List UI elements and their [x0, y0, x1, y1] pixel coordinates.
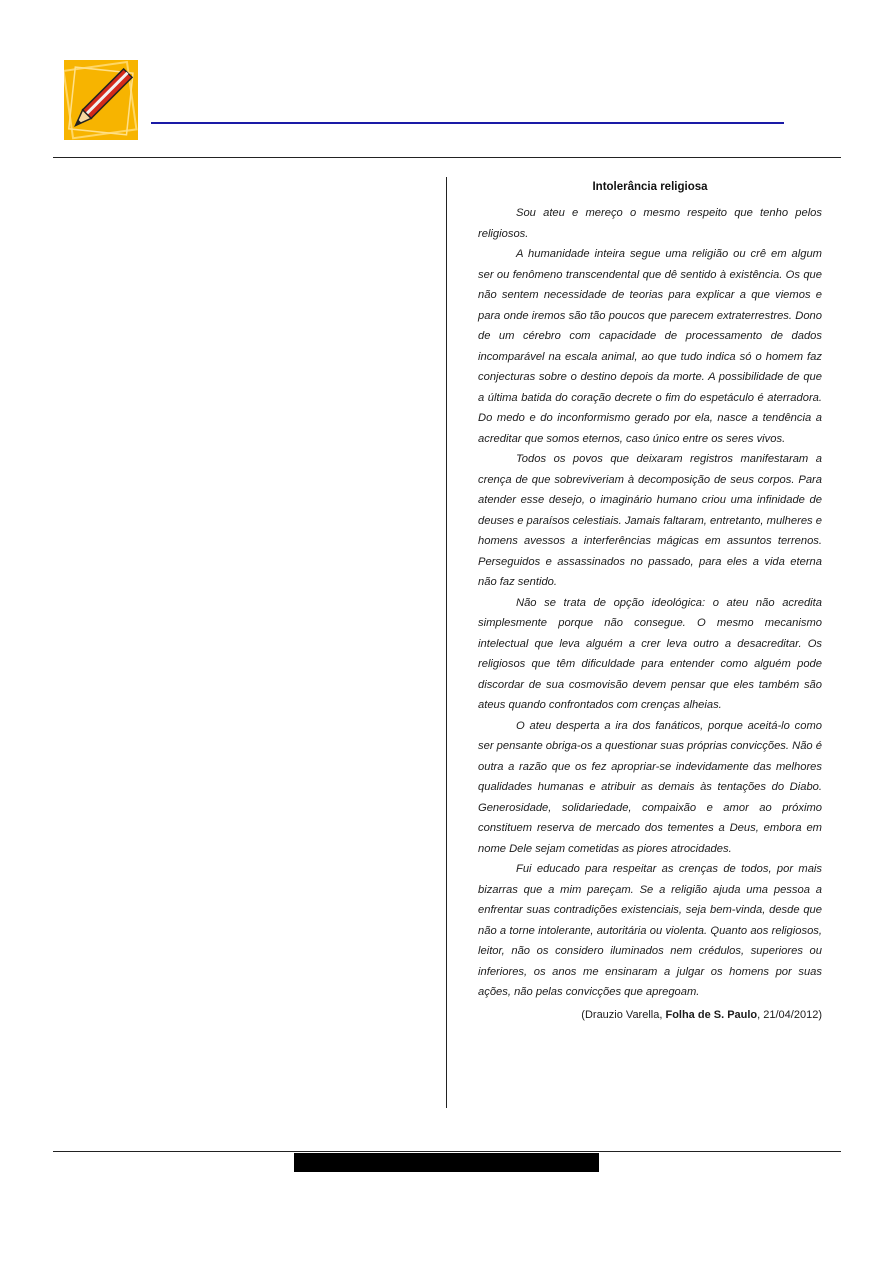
header-divider — [53, 157, 841, 158]
source-publication: Folha de S. Paulo — [665, 1008, 758, 1021]
article-paragraph: Sou ateu e mereço o mesmo respeito que tenho pelos religiosos. — [478, 207, 822, 240]
article-title: Intolerância religiosa — [592, 181, 708, 193]
article — [478, 180, 822, 1023]
header-blue-rule — [151, 122, 784, 124]
article-paragraph: Todos os povos que deixaram registros manifestaram a crença de que sobreviveriam à decomposição de seus corpos. Para atender esse desejo, o imaginário humano criou uma infinidade de deuses e paraísos celestiais. Jamais faltaram, entretanto, mulheres e homens avessos a interferências mágicas em assuntos terrenos. Perseguidos e assassinados no passado, para eles a vida eterna não faz sentido. — [478, 453, 822, 588]
source-date: , 21/04/2012) — [757, 1008, 822, 1021]
pencil-notepad-logo-icon — [64, 60, 138, 140]
source-author: (Drauzio Varella, — [581, 1008, 666, 1021]
footer-black-bar — [294, 1153, 599, 1172]
article-source — [478, 1007, 822, 1023]
footer-divider — [53, 1151, 841, 1152]
article-paragraph: Não se trata de opção ideológica: o ateu não acredita simplesmente porque não consegue. O mesmo mecanismo intelectual que leva alguém a crer leva outro a desacreditar. Os religiosos que têm dificuldade para entender como alguém pode discordar de sua cosmovisão devem pensar que eles também são ateus quando confrontados com crenças alheias. — [478, 596, 822, 711]
article-paragraph: A humanidade inteira segue uma religião ou crê em algum ser ou fenômeno transcendental que dê sentido à existência. Os que não sentem necessidade de teorias para explicar a que viemos e para onde iremos são tão poucos que parecem extraterrestres. Dono de um cérebro com capacidade de processamento de dados incomparável na escala animal, ao que tudo indica só o homem faz conjecturas sobre o destino depois da morte. A possibilidade de que a última batida do coração decrete o fim do espetáculo é aterradora. Do medo e do inconformismo gerado por ela, nasce a tendência a acreditar que somos eternos, caso único entre os seres vivos. — [478, 248, 822, 445]
column-divider — [446, 177, 447, 1108]
article-paragraph: O ateu desperta a ira dos fanáticos, porque aceitá-lo como ser pensante obriga-os a questionar suas próprias convicções. Não é outra a razão que os fez apropriar-se indevidamente das melhores qualidades humanas e atribuir as demais às tentações do Diabo. Generosidade, solidariedade, compaixão e amor ao próximo constituem reserva de mercado dos tementes a Deus, embora em nome Dele sejam cometidas as piores atrocidades. — [478, 719, 822, 855]
article-paragraph: Fui educado para respeitar as crenças de todos, por mais bizarras que a mim pareçam. Se a religião ajuda uma pessoa a enfrentar suas contradições existenciais, seja bem-vinda, desde que não a torne intolerante, autoritária ou violenta. Quanto aos religiosos, leitor, não os considero iluminados nem crédulos, superiores ou inferiores, os anos me ensinaram a julgar os homens por suas ações, não pelas convicções que apregoam. — [478, 863, 822, 998]
